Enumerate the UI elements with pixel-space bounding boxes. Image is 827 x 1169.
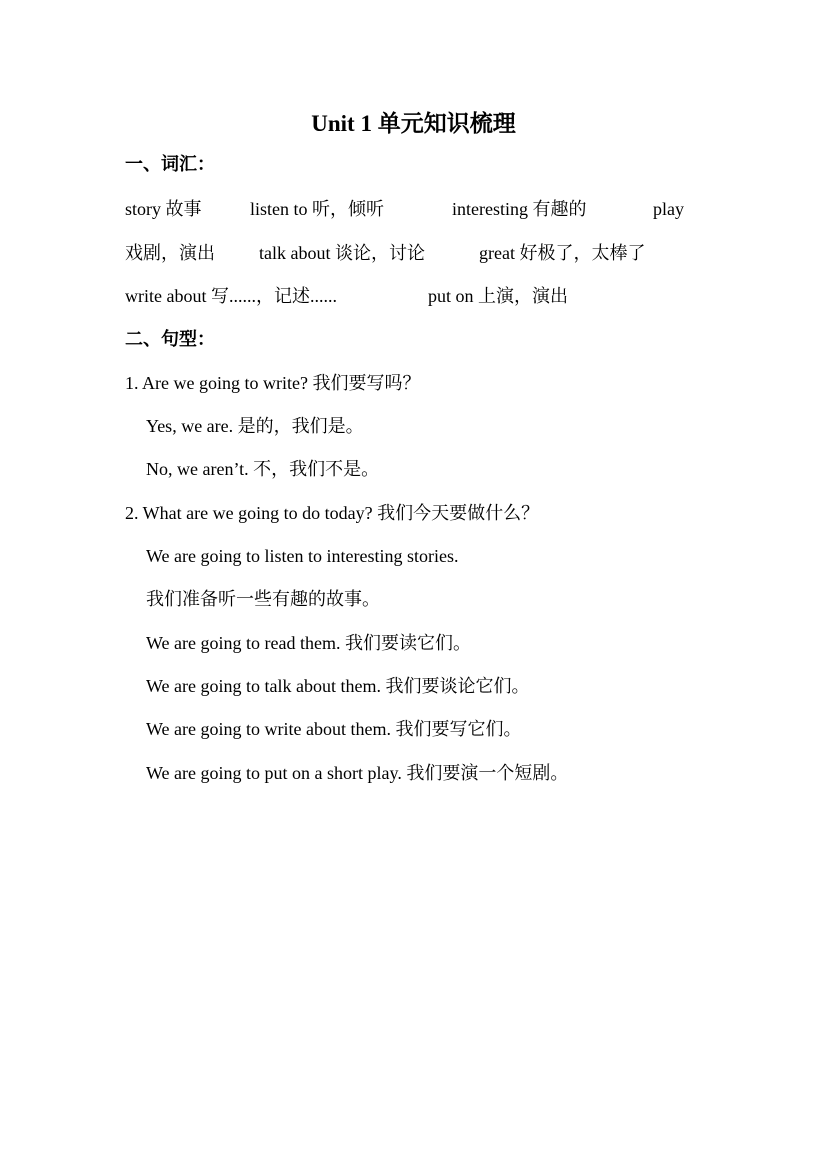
sentence-line: We are going to write about them. 我们要写它们。: [146, 719, 522, 739]
section-heading-sentences: 二、句型：: [125, 329, 215, 349]
vocab-item: write about 写......，记述......: [125, 286, 337, 306]
vocab-item: story 故事: [125, 199, 202, 219]
vocab-item: play: [653, 199, 684, 219]
vocab-item: 戏剧，演出: [125, 243, 215, 263]
vocab-item: talk about 谈论，讨论: [259, 243, 425, 263]
vocab-item: interesting 有趣的: [452, 199, 587, 219]
sentence-line: 2. What are we going to do today? 我们今天要做什么？: [125, 503, 540, 523]
sentence-line: 1. Are we going to write? 我们要写吗？: [125, 373, 421, 393]
sentence-line: Yes, we are. 是的，我们是。: [146, 416, 364, 436]
sentence-line: We are going to listen to interesting stories.: [146, 546, 459, 566]
vocab-item: put on 上演，演出: [428, 286, 569, 306]
document-title: Unit 1 单元知识梳理: [311, 111, 516, 136]
section-heading-vocabulary: 一、词汇：: [125, 154, 215, 174]
sentence-line: We are going to talk about them. 我们要谈论它们。: [146, 676, 530, 696]
sentence-line: We are going to read them. 我们要读它们。: [146, 633, 471, 653]
sentence-line: 我们准备听一些有趣的故事。: [146, 589, 380, 609]
vocab-item: listen to 听，倾听: [250, 199, 384, 219]
sentence-line: No, we aren’t. 不，我们不是。: [146, 459, 380, 479]
vocab-item: great 好极了，太棒了: [479, 243, 646, 263]
sentence-line: We are going to put on a short play. 我们要演一个短剧。: [146, 763, 569, 783]
